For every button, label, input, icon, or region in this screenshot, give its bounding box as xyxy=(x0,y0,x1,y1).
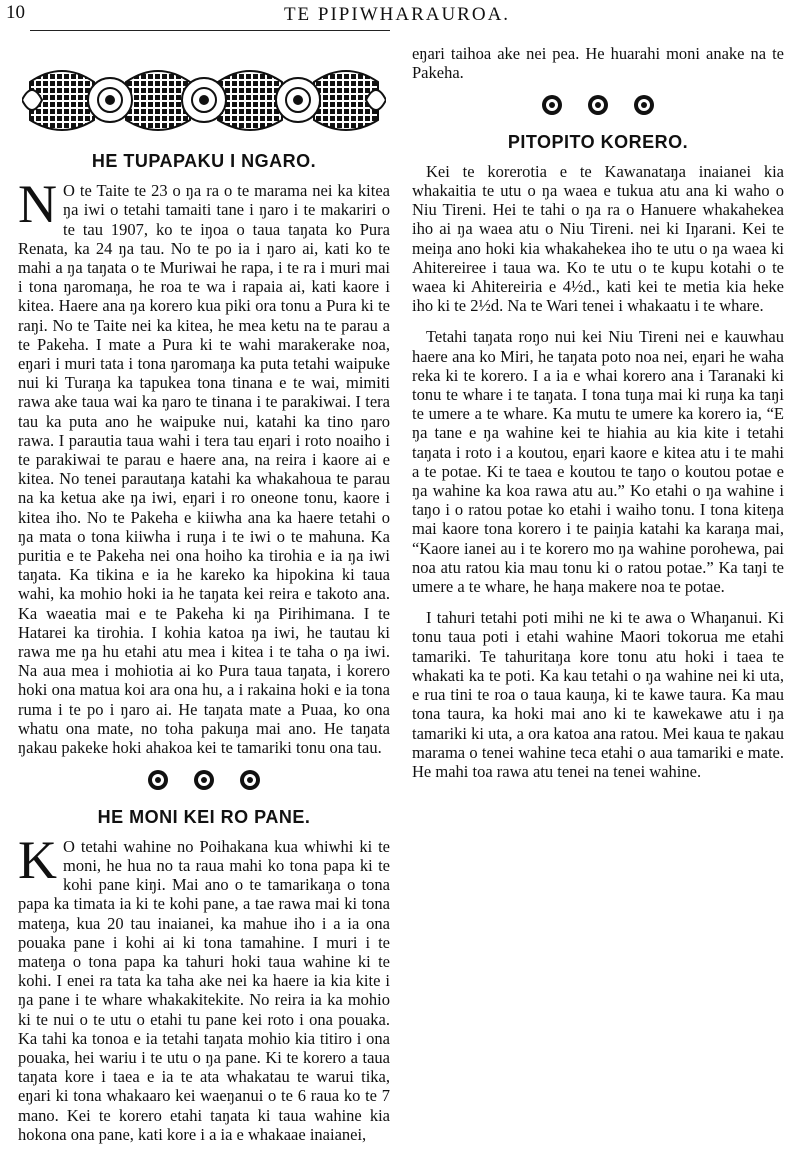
article-body xyxy=(18,174,390,758)
article-text: O tetahi wahine no Poihakana kua whiwhi ki te moni, he hua no ta raua mahi ko tona papa ki te kohi pane kiŋi. Mai ano o te tamarikaŋa o tona papa ka timata ia ki te kohi pane, a tae rawa mai ki tona mateŋa, kua 20 tau inaianei, ka mahue iho i a ia ona pouaka pane i kohi ai ki tona tamahine. I muri i te mateŋa o tona papa ka tahuri hoki taua wahine ki te kohi. I enei ra tata ka taha ake nei ka haere ia kia kite i ŋa pane i te whare whakakitekite. No reira ia ka mohio ki te nui o te utu o etahi tu pane kei roto i ona pouaka. Ka tahi ka tonoa e ia tetahi taŋata mohio kia titiro i ona pouaka, hei wariu i te utu o ŋa pane. Ki te korero a taua taŋata kore i taea e ia te ata whakatau te warui tika, eŋari ki tona whakaaro kei waeŋanui o te 6 raua ko te 7 mano. Kei te korero etahi taŋata ki taua wahine kia hokona ona pane, kati kore i a ia e whakaae inaianei, xyxy=(18,836,390,1144)
section-divider xyxy=(412,94,784,120)
masthead: TE PIPIWHARAUROA. xyxy=(283,4,511,25)
flower-icon xyxy=(541,94,563,120)
flower-icon xyxy=(193,769,215,795)
flower-icon xyxy=(587,94,609,120)
right-column xyxy=(412,44,784,781)
drop-cap: K xyxy=(18,829,57,890)
news-item: I tahuri tetahi poti mihi ne ki te awa o Whaŋanui. Ki tonu taua poti i etahi wahine Maori tokorua me etahi tamariki. Te tahuritaŋa kore tonu atu hoki i taea te whakati ka te poti. Ka kau tetahi o ŋa wahine nei ki uta, e rua tini te roa o taua kauŋa, ki te kawe taura. Ka mau tona taura, ka hoki mai ano ki te kawekawe atu i ŋa tamariki ki uta, a ora katoa ana ratou. Mei kaua te ŋakau marama o tenei wahine teca etahi o aua tamariki e mate. He mahi toa rawa atu tenei na tenei wahine. xyxy=(412,608,784,781)
flower-icon xyxy=(633,94,655,120)
article-text: O te Taite te 23 o ŋa ra o te marama nei ka kitea ŋa iwi o tetahi tamaiti tane i ŋaro i te makariri o te tau 1907, ko te iŋoa o taua taŋata ko Pura Renata, ka 24 ŋa tau. No te po ia i ŋaro ai, kati ko te mahi a ŋa taŋata o te Muriwai he rapa, i te ra i muri mai i tona ŋaromaŋa, he roa te wa i rapaia ai, kati kaore i kitea. Haere ana ŋa korero kua piki ora tonu a Pura ki te raŋi. No te Taite nei ka kitea, he mea ketu na te parau a te Pakeha. I mate a Pura ki te wahi marakerake noa, eŋari i muri tata i tona ŋaromaŋa ka puta tetahi waipuke nui ki Turaŋa ka tapukea tona tinana e te wai, mimiti rawa ake taua wai ka ŋaro te tinana i te parakiwai. I tera tau ka puta ano he waipuke nui, katahi ka tino ŋaro rawa. I parautia taua wahi i tera tau eŋari i roto noaiho i te parakiwai te parau e haere ana, na reira i kaore ai e kitea. No tenei parautaŋa katahi ka whakahoua te parau na ka ketua ake ŋa iwi, eŋari i ro oneone tonu, kaore i kitea iho. No te Pakeha e kiiwha ana ka haere tetahi o ŋa mata o tona kiiwha i ruŋa i te iwi o te mahuna. Ka puritia e te Pakeha nei ona hoiho ka tirohia e ia ŋa iwi taŋata. Ka tikina e ia he kareko ka hipokina ki taua wahi, ka mohio hoki ia he taŋata kei reira e takoto ana. Ka waeatia mai e te Pakeha ki ŋa Pirihimana. I te Hatarei ka tirohia. I kohia katoa ŋa iwi, he tautau ki rawa me ŋa hu etahi atu mea i kitea i te taha o ŋa iwi. Na aua mea i mohiotia ai ko Pura taua taŋata, i korero hoki ona matua koi ara ona hu, a i rakaina hoki e ia tona ruma i te po i ŋaro ai. He taŋata mate a Puaa, ko ona whatu ona mate, no toha pakuŋa mai ano. He taŋata ŋakau pakeke hoki ahakoa kei te tamariki tonu ona tau. xyxy=(18,181,390,758)
article-title: HE TUPAPAKU I NGARO. xyxy=(91,151,317,171)
floral-header-ornament xyxy=(22,60,386,140)
flower-icon xyxy=(147,769,169,795)
section-divider xyxy=(18,769,390,795)
left-column xyxy=(18,44,390,1144)
drop-cap: N xyxy=(18,174,57,235)
news-item: Tetahi taŋata roŋo nui kei Niu Tireni nei e kauwhau haere ana ko Miri, he taŋata poto noa nei, eŋari he waha reka ki te korero. I a ia e whai korero ana i Taranaki ki tonu te whare i te taŋata. I tona tuŋa mai ki ruŋa ka taŋi te umere a te whare. Ka mutu te umere ka korero ia, “E ŋa tane e ŋa wahine kei te hiahia au kia kite i tetahi taŋata i roto i a koutou, eŋari kaore e kitea atu i te mahi a te potae. Ki te taea e koutou te taŋo o koutou potae e ŋa wahine ka koa rawa atu au.” Ko etahi o ŋa wahine i taŋo i o ratou potae ko etahi i waiho tonu. I tona kiteŋa mai kaore tona korero i te paiŋia katahi ka karaŋa mai, “Kaore ianei au i te korero mo ŋa wahine porohewa, pai noa atu ratou kia mau tonu ki o ratou potae.” Ka taŋi te umere a te whare, he haŋa makere noa te potae. xyxy=(412,327,784,597)
article-title: PITOPITO KORERO. xyxy=(507,131,689,152)
news-item: Kei te korerotia e te Kawanataŋa inaianei kia whakaitia te utu o ŋa waea e tukua atu ana ki waho o Niu Tireni. Hei te tahi o ŋa ra o Hanuere whakahekea iho ai ŋa waea atu o Niu Tireni. nei ki Iŋarani. Kei te meiŋa ano hoki kia whakahekea iho te utu o ŋa waea ki Ahitereiree i taua wa. Ko te utu o te kupu kotahi o te waea ki Ahitereiria e 4½d., kati kei te metia kia heke iho ki te 2½d. Na te Wari tenei i whakaatu i te whare. xyxy=(412,161,784,316)
flower-icon xyxy=(239,769,261,795)
page-number: 10 xyxy=(6,2,25,23)
header-rule xyxy=(30,30,390,31)
article-continuation: eŋari taihoa ake nei pea. He huarahi moni anake na te Pakeha. xyxy=(412,44,784,83)
article-title: HE MONI KEI RO PANE. xyxy=(97,806,311,827)
article-body xyxy=(18,829,390,1144)
